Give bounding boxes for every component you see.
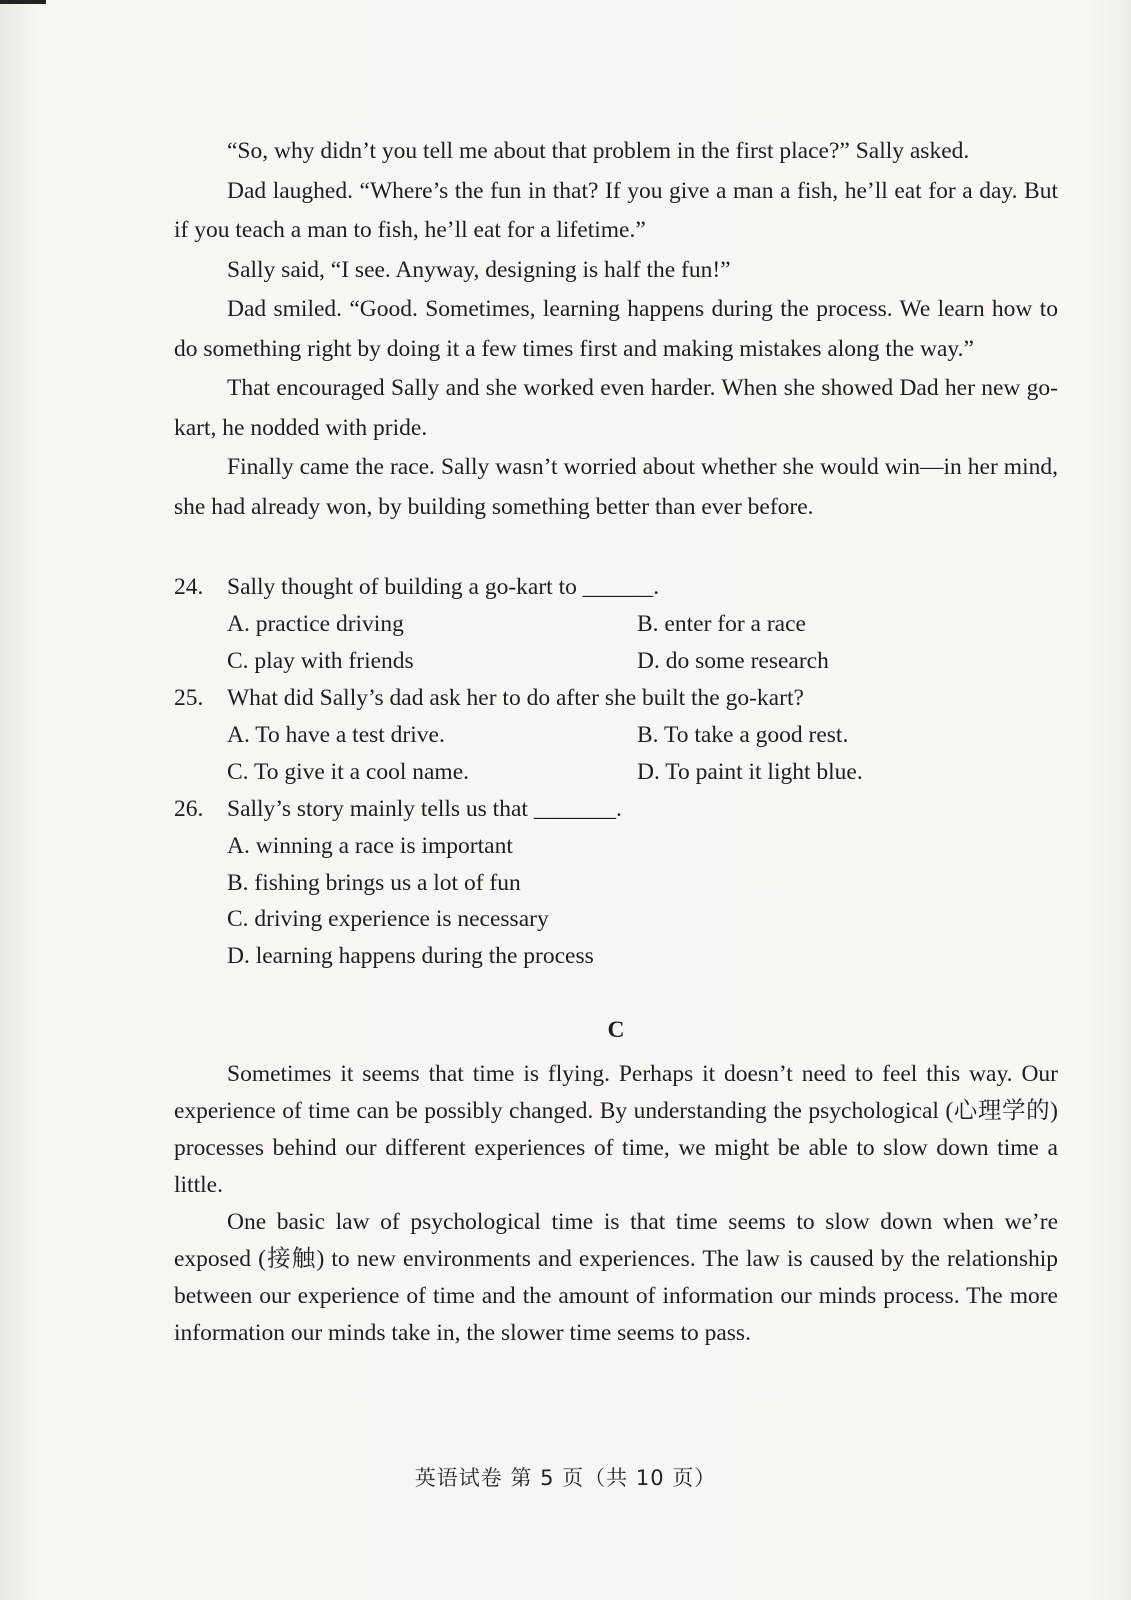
- question-stem: Sally thought of building a go-kart to ______.: [227, 574, 660, 600]
- paragraph: “So, why didn’t you tell me about that problem in the first place?” Sally asked.: [227, 138, 970, 164]
- section-heading: C: [607, 1017, 625, 1043]
- option-b: B. fishing brings us a lot of fun: [227, 869, 521, 896]
- option-c: C. driving experience is necessary: [227, 906, 549, 932]
- question-25: [174, 680, 1058, 717]
- passage-c: [174, 1056, 1058, 1352]
- option-b: B. To take a good rest.: [637, 722, 849, 748]
- paragraph: Dad laughed. “Where’s the fun in that? If you give a man a fish, he’ll eat for a day. But if you teach a man to fish, he’ll eat for a lifetime.”: [174, 177, 1058, 243]
- option-a: A. practice driving: [227, 611, 404, 637]
- paragraph: That encouraged Sally and she worked even harder. When she showed Dad her new go-kart, he nodded with pride.: [174, 375, 1058, 441]
- paragraph: Finally came the race. Sally wasn’t worried about whether she would win—in her mind, she had already won, by building something better than ever before.: [174, 454, 1058, 520]
- option-row: [174, 606, 1058, 643]
- page-footer: 英语试卷 第 5 页（共 10 页）: [414, 1466, 717, 1490]
- paragraph: Sometimes it seems that time is flying. Perhaps it doesn’t need to feel this way. Our experience of time can be possibly changed. By understanding the psychological (心理学的) processes behind our different experiences of time, we might be able to slow down time a little.: [174, 1061, 1058, 1198]
- paragraph: One basic law of psychological time is that time seems to slow down when we’re exposed (接触) to new environments and experiences. The law is caused by the relationship between our experience of time and the amount of information our minds process. The more information our minds take in, the slower time seems to pass.: [174, 1209, 1058, 1346]
- corner-mark: [0, 0, 46, 4]
- question-stem: Sally’s story mainly tells us that _______.: [227, 796, 622, 822]
- question-24: [174, 569, 1058, 606]
- question-list: [174, 569, 1058, 974]
- option-row: [174, 643, 1058, 680]
- question-number: 25.: [174, 685, 204, 711]
- option-a: A. To have a test drive.: [227, 722, 445, 748]
- option-row: [174, 717, 1058, 754]
- option-c: C. play with friends: [227, 648, 414, 674]
- page-content: [174, 132, 1058, 1352]
- option-d: D. To paint it light blue.: [637, 759, 863, 785]
- option-d: D. do some research: [637, 648, 829, 674]
- option-d: D. learning happens during the process: [227, 942, 594, 969]
- paragraph: Dad smiled. “Good. Sometimes, learning happens during the process. We learn how to do something right by doing it a few times first and making mistakes along the way.”: [174, 296, 1058, 362]
- question-26: [174, 791, 1058, 828]
- paragraph: Sally said, “I see. Anyway, designing is half the fun!”: [227, 256, 731, 283]
- question-number: 26.: [174, 796, 204, 822]
- option-b: B. enter for a race: [637, 611, 806, 637]
- question-number: 24.: [174, 574, 204, 600]
- option-c: C. To give it a cool name.: [227, 759, 470, 785]
- question-stem: What did Sally’s dad ask her to do after she built the go-kart?: [227, 685, 804, 711]
- passage-b-ending: [174, 132, 1058, 527]
- option-a: A. winning a race is important: [227, 833, 513, 859]
- option-row: [174, 754, 1058, 791]
